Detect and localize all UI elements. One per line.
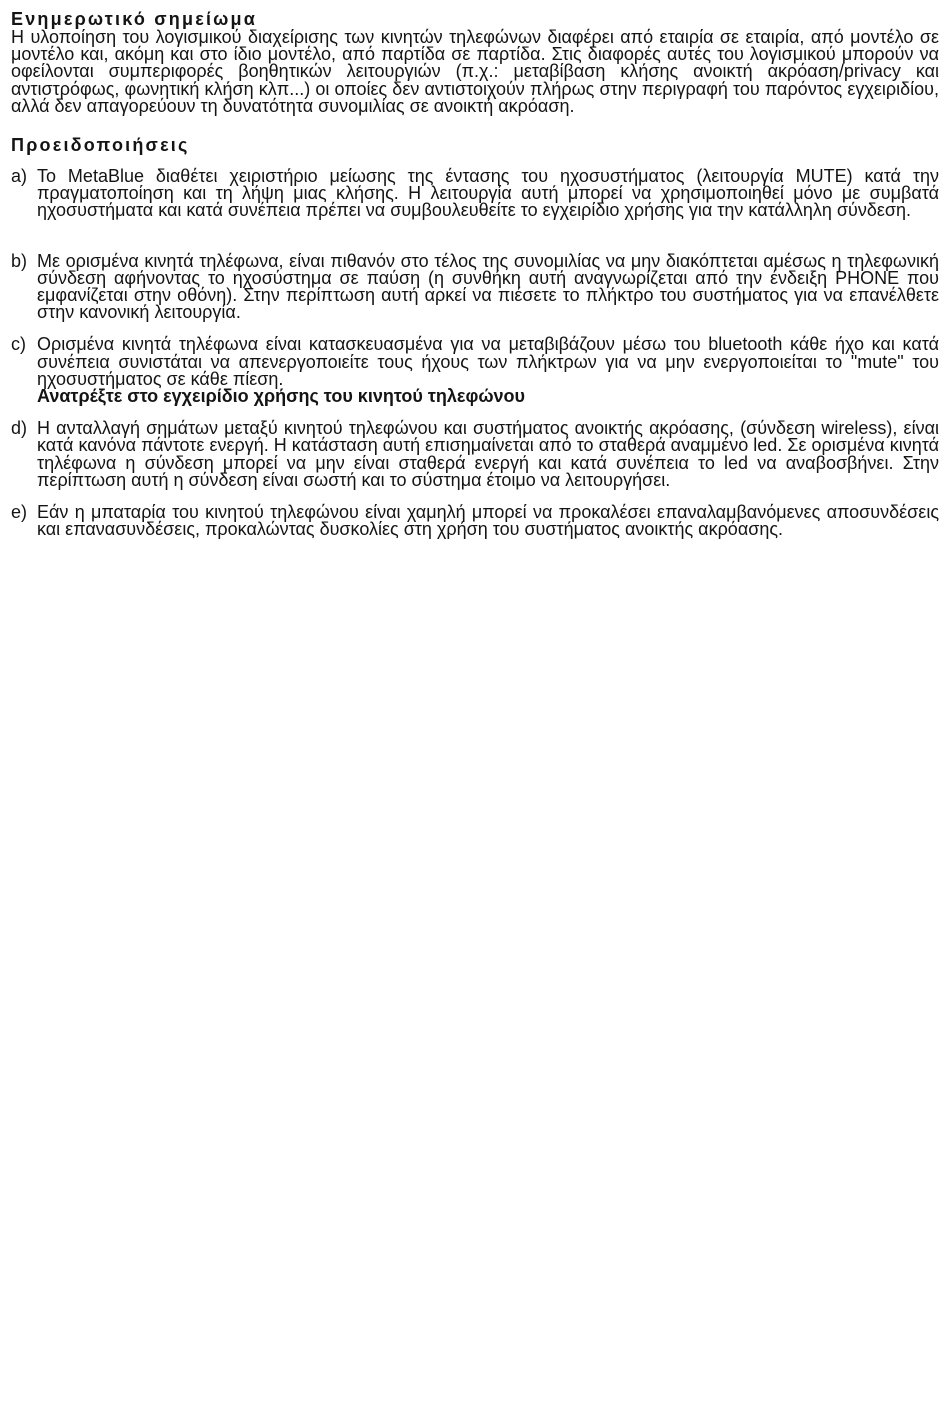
warning-text: Το MetaBlue διαθέτει χειριστήριο μείωσης της έντασης του ηχοσυστήματος (λειτουργία MUTE) κατά την πραγματοποίηση και τη λήψη μιας κλήσης. Η λειτουργία αυτή μπορεί να χρησιμοποιηθεί μόνο με συμβατά ηχοσυστήματα και κατά συνέπεια πρέπει να συμβουλευθείτε το εγχειρίδιο χρήσης για την κατάλληλη σύνδεση.	[37, 166, 939, 221]
list-marker: e)	[11, 502, 28, 523]
warning-item-a	[11, 168, 939, 220]
list-marker: a)	[11, 166, 28, 187]
list-marker: d)	[11, 418, 28, 439]
notice-paragraph: Η υλοποίηση του λογισμικού διαχείρισης των κινητών τηλεφώνων διαφέρει από εταιρία σε εταιρία, από μοντέλο σε μοντέλο και, ακόμη και στο ίδιο μοντέλο, από παρτίδα σε παρτίδα. Στις διαφορές αυτές του λογισμικού μπορούν να οφείλονται συμπεριφορές βοηθητικών λειτουργιών (π.χ.: μεταβίβαση κλήσης ανοικτή ακρόαση/privacy και αντιστρόφως, φωνητική κλήση κλπ...) οι οποίες δεν αντιστοιχούν πλήρως στην περιγραφή του παρόντος εγχειριδίου, αλλά δεν απαγορεύουν τη δυνατότητα συνομιλίας σε ανοικτή ακρόαση.	[11, 27, 939, 116]
warning-item-d	[11, 420, 939, 489]
list-marker: c)	[11, 334, 26, 355]
warning-body	[37, 336, 939, 405]
warning-text: Ορισμένα κινητά τηλέφωνα είναι κατασκευασμένα για να μεταβιβάζουν μέσω του bluetooth κάθε ήχο και κατά συνέπεια συνιστάται να απενεργοποιείτε τους ήχους των πλήκτρων για να μην ενεργοποιείται το "mute" του ηχοσυστήματος σε κάθε πίεση.	[37, 334, 939, 389]
notice-heading: Ενημερωτικό σημείωμα	[11, 9, 258, 29]
warning-item-e	[11, 504, 939, 538]
spacer	[11, 220, 939, 253]
warning-text: Με ορισμένα κινητά τηλέφωνα, είναι πιθανόν στο τέλος της συνομιλίας να μην διακόπτεται αμέσως η τηλεφωνική σύνδεση αφήνοντας το ηχοσύστημα σε παύση (η συνθήκη αυτή αναγνωρίζεται από την ένδειξη PHONE που εμφανίζεται στην οθόνη). Στην περίπτωση αυτή αρκεί να πιέσετε το πλήκτρο του συστήματος για να επανέλθετε στην κανονική λειτουργία.	[37, 250, 939, 323]
list-marker: b)	[11, 250, 28, 271]
document-page	[11, 10, 939, 538]
warning-item-c	[11, 336, 939, 405]
warnings-list	[11, 168, 939, 538]
warning-text: Η ανταλλαγή σημάτων μεταξύ κινητού τηλεφώνου και συστήματος ανοικτής ακρόασης, (σύνδεση wireless), είναι κατά κανόνα πάντοτε ενεργή. Η κατάσταση αυτή επισημαίνεται από το σταθερά αναμμένο led. Σε ορισμένα κινητά τηλέφωνα η σύνδεση μπορεί να μην είναι σταθερά ενεργή και κατά συνέπεια το led να αναβοσβήνει. Στην περίπτωση αυτή η σύνδεση είναι σωστή και το σύστημα έτοιμο να λειτουργήσει.	[37, 418, 939, 490]
warning-text: Εάν η μπαταρία του κινητού τηλεφώνου είναι χαμηλή μπορεί να προκαλέσει επαναλαμβανόμενες αποσυνδέσεις και επανασυνδέσεις, προκαλώντας δυσκολίες στη χρήση του συστήματος ανοικτής ακρόασης.	[37, 502, 939, 540]
warning-item-b	[11, 250, 939, 323]
warning-emphasis: Ανατρέξτε στο εγχειρίδιο χρήσης του κινητού τηλεφώνου	[37, 386, 526, 407]
warnings-heading: Προειδοποιήσεις	[11, 135, 190, 156]
